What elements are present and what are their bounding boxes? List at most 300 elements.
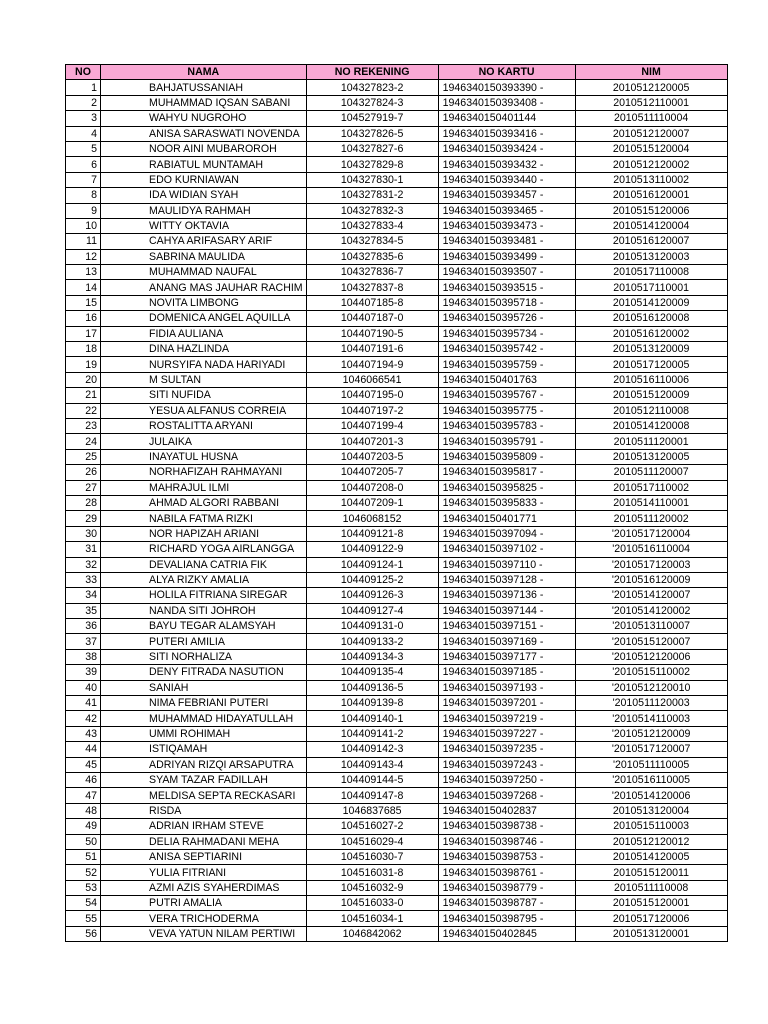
cell-nim: 2010515120004 <box>575 141 727 156</box>
cell-nim: 2010511110004 <box>575 111 727 126</box>
cell-no-kartu: 1946340150393424 - <box>438 141 575 156</box>
cell-no-rekening: 104327824-3 <box>306 95 438 110</box>
cell-no-rekening: 104327832-3 <box>306 203 438 218</box>
table-row <box>66 696 728 711</box>
cell-no-kartu: 1946340150397094 - <box>438 526 575 541</box>
cell-no-rekening: 104407187-0 <box>306 311 438 326</box>
cell-no: 36 <box>66 619 101 634</box>
cell-nim: '2010514120006 <box>575 788 727 803</box>
cell-no: 44 <box>66 742 101 757</box>
cell-no: 39 <box>66 665 101 680</box>
cell-no-rekening: 104327837-8 <box>306 280 438 295</box>
cell-nim: '2010511110005 <box>575 757 727 772</box>
cell-no-rekening: 104409122-9 <box>306 542 438 557</box>
cell-nama: MAHRAJUL ILMI <box>101 480 307 495</box>
cell-no-rekening: 104327836-7 <box>306 265 438 280</box>
table-row <box>66 926 728 941</box>
table-row <box>66 295 728 310</box>
cell-nama: MUHAMMAD IQSAN SABANI <box>101 95 307 110</box>
cell-nim: 2010513120005 <box>575 449 727 464</box>
cell-no-rekening: 1046068152 <box>306 511 438 526</box>
cell-no-kartu: 1946340150401771 <box>438 511 575 526</box>
cell-nama: SITI NUFIDA <box>101 388 307 403</box>
cell-nama: RICHARD YOGA AIRLANGGA <box>101 542 307 557</box>
cell-nama: SYAM TAZAR FADILLAH <box>101 772 307 787</box>
table-row <box>66 234 728 249</box>
cell-no: 55 <box>66 911 101 926</box>
table-row <box>66 172 728 187</box>
cell-no-kartu: 1946340150397128 - <box>438 572 575 587</box>
cell-nama: ISTIQAMAH <box>101 742 307 757</box>
table-row <box>66 819 728 834</box>
cell-no-rekening: 104409142-3 <box>306 742 438 757</box>
cell-nama: WITTY OKTAVIA <box>101 218 307 233</box>
cell-no-rekening: 104407185-8 <box>306 295 438 310</box>
table-row <box>66 434 728 449</box>
cell-no-rekening: 104516031-8 <box>306 865 438 880</box>
cell-no: 22 <box>66 403 101 418</box>
cell-no-kartu: 1946340150393515 - <box>438 280 575 295</box>
cell-no-kartu: 1946340150397250 - <box>438 772 575 787</box>
cell-nama: NOR HAPIZAH ARIANI <box>101 526 307 541</box>
cell-nim: 2010514110001 <box>575 495 727 510</box>
table-row <box>66 803 728 818</box>
cell-no: 11 <box>66 234 101 249</box>
cell-nim: '2010515120007 <box>575 634 727 649</box>
cell-no-rekening: 104409125-2 <box>306 572 438 587</box>
table-row <box>66 896 728 911</box>
cell-nama: HOLILA FITRIANA SIREGAR <box>101 588 307 603</box>
cell-no: 10 <box>66 218 101 233</box>
table-header-row <box>66 65 728 80</box>
cell-nim: 2010512120002 <box>575 157 727 172</box>
cell-no-kartu: 1946340150397219 - <box>438 711 575 726</box>
cell-no-kartu: 1946340150393390 - <box>438 80 575 95</box>
student-account-table <box>65 64 728 942</box>
cell-nama: WAHYU NUGROHO <box>101 111 307 126</box>
cell-no-kartu: 1946340150398779 - <box>438 880 575 895</box>
cell-no-rekening: 104409131-0 <box>306 619 438 634</box>
table-row <box>66 126 728 141</box>
cell-nama: SITI NORHALIZA <box>101 649 307 664</box>
table-row <box>66 757 728 772</box>
cell-no-kartu: 1946340150395825 - <box>438 480 575 495</box>
table-row <box>66 788 728 803</box>
cell-no: 24 <box>66 434 101 449</box>
cell-no: 13 <box>66 265 101 280</box>
cell-nim: '2010515110002 <box>575 665 727 680</box>
cell-no-rekening: 104407209-1 <box>306 495 438 510</box>
cell-nim: 2010517120006 <box>575 911 727 926</box>
cell-nama: NORHAFIZAH RAHMAYANI <box>101 465 307 480</box>
cell-no-rekening: 104407194-9 <box>306 357 438 372</box>
cell-no: 7 <box>66 172 101 187</box>
cell-nama: ALYA RIZKY AMALIA <box>101 572 307 587</box>
cell-no-kartu: 1946340150395759 - <box>438 357 575 372</box>
cell-no: 49 <box>66 819 101 834</box>
cell-no: 42 <box>66 711 101 726</box>
cell-no-rekening: 104327823-2 <box>306 80 438 95</box>
cell-no-kartu: 1946340150398746 - <box>438 834 575 849</box>
cell-no-kartu: 1946340150398761 - <box>438 865 575 880</box>
cell-no: 51 <box>66 849 101 864</box>
cell-nama: RISDA <box>101 803 307 818</box>
cell-no-kartu: 1946340150395775 - <box>438 403 575 418</box>
cell-nama: MUHAMMAD HIDAYATULLAH <box>101 711 307 726</box>
cell-nama: M SULTAN <box>101 372 307 387</box>
cell-no-rekening: 104407201-3 <box>306 434 438 449</box>
table-row <box>66 865 728 880</box>
cell-nim: '2010516110005 <box>575 772 727 787</box>
cell-no-rekening: 104409141-2 <box>306 726 438 741</box>
table-row <box>66 634 728 649</box>
cell-no-kartu: 1946340150397185 - <box>438 665 575 680</box>
cell-nama: ANISA SARASWATI NOVENDA <box>101 126 307 141</box>
table-row <box>66 465 728 480</box>
cell-nama: MELDISA SEPTA RECKASARI <box>101 788 307 803</box>
cell-no: 35 <box>66 603 101 618</box>
table-row <box>66 542 728 557</box>
table-row <box>66 680 728 695</box>
cell-nim: 2010513110002 <box>575 172 727 187</box>
cell-no-rekening: 104407205-7 <box>306 465 438 480</box>
table-row <box>66 403 728 418</box>
cell-no: 15 <box>66 295 101 310</box>
cell-nama: SABRINA MAULIDA <box>101 249 307 264</box>
cell-no-kartu: 1946340150397110 - <box>438 557 575 572</box>
header-nim: NIM <box>575 65 727 80</box>
cell-no-rekening: 104409121-8 <box>306 526 438 541</box>
header-no: NO <box>66 65 101 80</box>
cell-nama: MAULIDYA RAHMAH <box>101 203 307 218</box>
cell-no: 5 <box>66 141 101 156</box>
cell-no: 9 <box>66 203 101 218</box>
cell-nim: 2010511120007 <box>575 465 727 480</box>
cell-no-rekening: 104409135-4 <box>306 665 438 680</box>
cell-nim: 2010515120009 <box>575 388 727 403</box>
cell-no-kartu: 1946340150395783 - <box>438 418 575 433</box>
cell-nim: 2010512110008 <box>575 403 727 418</box>
table-row <box>66 449 728 464</box>
cell-nim: 2010516110006 <box>575 372 727 387</box>
table-row <box>66 511 728 526</box>
cell-no-rekening: 104407203-5 <box>306 449 438 464</box>
cell-nama: VEVA YATUN NILAM PERTIWI <box>101 926 307 941</box>
cell-no-kartu: 1946340150393408 - <box>438 95 575 110</box>
table-row <box>66 80 728 95</box>
table-row <box>66 480 728 495</box>
cell-no-kartu: 1946340150395791 - <box>438 434 575 449</box>
cell-nama: NURSYIFA NADA HARIYADI <box>101 357 307 372</box>
cell-no-rekening: 104516027-2 <box>306 819 438 834</box>
cell-no-rekening: 104516034-1 <box>306 911 438 926</box>
cell-nim: 2010511120002 <box>575 511 727 526</box>
cell-no: 16 <box>66 311 101 326</box>
cell-nim: 2010517110002 <box>575 480 727 495</box>
cell-no: 53 <box>66 880 101 895</box>
cell-no-kartu: 1946340150395718 - <box>438 295 575 310</box>
cell-no-rekening: 104407190-5 <box>306 326 438 341</box>
cell-no-kartu: 1946340150397169 - <box>438 634 575 649</box>
table-row <box>66 557 728 572</box>
cell-no: 1 <box>66 80 101 95</box>
table-row <box>66 880 728 895</box>
cell-nim: '2010516120009 <box>575 572 727 587</box>
cell-nama: ANISA SEPTIARINI <box>101 849 307 864</box>
cell-no: 17 <box>66 326 101 341</box>
cell-no-kartu: 1946340150393457 - <box>438 188 575 203</box>
cell-no-rekening: 1046842062 <box>306 926 438 941</box>
cell-no: 25 <box>66 449 101 464</box>
cell-no-rekening: 104409134-3 <box>306 649 438 664</box>
cell-no-kartu: 1946340150395742 - <box>438 342 575 357</box>
cell-no: 3 <box>66 111 101 126</box>
cell-nama: IDA WIDIAN SYAH <box>101 188 307 203</box>
cell-nama: DENY FITRADA NASUTION <box>101 665 307 680</box>
cell-nama: YULIA FITRIANI <box>101 865 307 880</box>
cell-no: 28 <box>66 495 101 510</box>
cell-nim: '2010511120003 <box>575 696 727 711</box>
cell-no: 31 <box>66 542 101 557</box>
cell-nama: ROSTALITTA ARYANI <box>101 418 307 433</box>
cell-no-kartu: 1946340150402845 <box>438 926 575 941</box>
cell-no: 43 <box>66 726 101 741</box>
cell-no-rekening: 104327835-6 <box>306 249 438 264</box>
cell-no-rekening: 104516033-0 <box>306 896 438 911</box>
cell-no-kartu: 1946340150397102 - <box>438 542 575 557</box>
cell-no: 56 <box>66 926 101 941</box>
cell-no-rekening: 104516029-4 <box>306 834 438 849</box>
table-row <box>66 280 728 295</box>
table-row <box>66 203 728 218</box>
cell-nim: 2010511120001 <box>575 434 727 449</box>
cell-nama: ADRIYAN RIZQI ARSAPUTRA <box>101 757 307 772</box>
cell-no: 21 <box>66 388 101 403</box>
cell-nama: ANANG MAS JAUHAR RACHIM <box>101 280 307 295</box>
cell-no-rekening: 104327827-6 <box>306 141 438 156</box>
header-nama: NAMA <box>101 65 307 80</box>
cell-no: 47 <box>66 788 101 803</box>
cell-no-kartu: 1946340150395767 - <box>438 388 575 403</box>
cell-no: 30 <box>66 526 101 541</box>
cell-no: 34 <box>66 588 101 603</box>
cell-no-rekening: 104409147-8 <box>306 788 438 803</box>
cell-nim: '2010512120010 <box>575 680 727 695</box>
cell-no-kartu: 1946340150401763 <box>438 372 575 387</box>
table-row <box>66 495 728 510</box>
cell-no-kartu: 1946340150397177 - <box>438 649 575 664</box>
table-row <box>66 388 728 403</box>
cell-nama: FIDIA AULIANA <box>101 326 307 341</box>
cell-nama: AZMI AZIS SYAHERDIMAS <box>101 880 307 895</box>
cell-no: 32 <box>66 557 101 572</box>
header-no-rekening: NO REKENING <box>306 65 438 80</box>
cell-no-kartu: 1946340150395809 - <box>438 449 575 464</box>
cell-no: 48 <box>66 803 101 818</box>
table-row <box>66 249 728 264</box>
table-row <box>66 418 728 433</box>
cell-no-rekening: 104409143-4 <box>306 757 438 772</box>
cell-no-rekening: 104409140-1 <box>306 711 438 726</box>
cell-no: 2 <box>66 95 101 110</box>
table-row <box>66 911 728 926</box>
cell-no-kartu: 1946340150393507 - <box>438 265 575 280</box>
cell-nim: 2010515110003 <box>575 819 727 834</box>
cell-no: 46 <box>66 772 101 787</box>
cell-no-kartu: 1946340150395726 - <box>438 311 575 326</box>
cell-nama: NABILA FATMA RIZKI <box>101 511 307 526</box>
table-row <box>66 372 728 387</box>
cell-no-rekening: 104516032-9 <box>306 880 438 895</box>
cell-nama: NOOR AINI MUBAROROH <box>101 141 307 156</box>
cell-no: 23 <box>66 418 101 433</box>
cell-no-kartu: 1946340150397201 - <box>438 696 575 711</box>
cell-no-kartu: 1946340150401144 <box>438 111 575 126</box>
cell-nama: NOVITA LIMBONG <box>101 295 307 310</box>
cell-no: 12 <box>66 249 101 264</box>
table-row <box>66 188 728 203</box>
table-row <box>66 603 728 618</box>
cell-nim: 2010516120001 <box>575 188 727 203</box>
cell-no-rekening: 104409124-1 <box>306 557 438 572</box>
cell-no-kartu: 1946340150395817 - <box>438 465 575 480</box>
cell-no-kartu: 1946340150397151 - <box>438 619 575 634</box>
cell-nim: '2010514120002 <box>575 603 727 618</box>
table-row <box>66 95 728 110</box>
table-row <box>66 834 728 849</box>
cell-no-rekening: 104409144-5 <box>306 772 438 787</box>
cell-nama: BAYU TEGAR ALAMSYAH <box>101 619 307 634</box>
cell-no-kartu: 1946340150397144 - <box>438 603 575 618</box>
cell-nim: 2010513120003 <box>575 249 727 264</box>
cell-no: 41 <box>66 696 101 711</box>
cell-nama: AHMAD ALGORI RABBANI <box>101 495 307 510</box>
cell-no-rekening: 104409133-2 <box>306 634 438 649</box>
cell-nim: 2010514120005 <box>575 849 727 864</box>
cell-no-rekening: 104327831-2 <box>306 188 438 203</box>
cell-nama: PUTRI AMALIA <box>101 896 307 911</box>
cell-nim: 2010514120008 <box>575 418 727 433</box>
cell-nama: NIMA FEBRIANI PUTERI <box>101 696 307 711</box>
cell-nim: '2010512120006 <box>575 649 727 664</box>
cell-no-kartu: 1946340150393416 - <box>438 126 575 141</box>
cell-no: 45 <box>66 757 101 772</box>
table-row <box>66 772 728 787</box>
cell-nim: '2010514120007 <box>575 588 727 603</box>
cell-no-kartu: 1946340150397243 - <box>438 757 575 772</box>
cell-nim: '2010512120009 <box>575 726 727 741</box>
cell-nim: 2010512120007 <box>575 126 727 141</box>
cell-nim: 2010517110008 <box>575 265 727 280</box>
cell-no: 52 <box>66 865 101 880</box>
cell-no-rekening: 104327830-1 <box>306 172 438 187</box>
cell-no-rekening: 104327829-8 <box>306 157 438 172</box>
cell-no: 50 <box>66 834 101 849</box>
cell-no-kartu: 1946340150393432 - <box>438 157 575 172</box>
cell-no-kartu: 1946340150393440 - <box>438 172 575 187</box>
cell-nama: YESUA ALFANUS CORREIA <box>101 403 307 418</box>
cell-nim: 2010512120005 <box>575 80 727 95</box>
cell-nim: 2010512110001 <box>575 95 727 110</box>
cell-nama: MUHAMMAD NAUFAL <box>101 265 307 280</box>
cell-no-kartu: 1946340150397193 - <box>438 680 575 695</box>
table-row <box>66 357 728 372</box>
cell-no-rekening: 1046837685 <box>306 803 438 818</box>
cell-nim: 2010514120009 <box>575 295 727 310</box>
cell-no: 27 <box>66 480 101 495</box>
cell-nim: 2010515120011 <box>575 865 727 880</box>
cell-nim: 2010514120004 <box>575 218 727 233</box>
cell-nim: 2010517110001 <box>575 280 727 295</box>
cell-no-rekening: 104407197-2 <box>306 403 438 418</box>
cell-no-rekening: 104409127-4 <box>306 603 438 618</box>
cell-nama: CAHYA ARIFASARY ARIF <box>101 234 307 249</box>
cell-no-kartu: 1946340150397136 - <box>438 588 575 603</box>
table-row <box>66 141 728 156</box>
table-row <box>66 619 728 634</box>
cell-no-kartu: 1946340150395833 - <box>438 495 575 510</box>
cell-nama: BAHJATUSSANIAH <box>101 80 307 95</box>
cell-no: 8 <box>66 188 101 203</box>
cell-no: 33 <box>66 572 101 587</box>
cell-nama: DELIA RAHMADANI MEHA <box>101 834 307 849</box>
cell-no-kartu: 1946340150398787 - <box>438 896 575 911</box>
cell-nama: NANDA SITI JOHROH <box>101 603 307 618</box>
cell-nim: '2010513110007 <box>575 619 727 634</box>
cell-no: 37 <box>66 634 101 649</box>
cell-nama: ADRIAN IRHAM STEVE <box>101 819 307 834</box>
table-row <box>66 526 728 541</box>
cell-no-rekening: 104327833-4 <box>306 218 438 233</box>
cell-nim: 2010516120007 <box>575 234 727 249</box>
cell-no-rekening: 104409139-8 <box>306 696 438 711</box>
cell-nama: JULAIKA <box>101 434 307 449</box>
table-row <box>66 849 728 864</box>
cell-no-rekening: 104407199-4 <box>306 418 438 433</box>
table-row <box>66 265 728 280</box>
cell-nim: 2010513120009 <box>575 342 727 357</box>
cell-nim: 2010513120001 <box>575 926 727 941</box>
table-row <box>66 726 728 741</box>
cell-nim: 2010511110008 <box>575 880 727 895</box>
cell-nama: SANIAH <box>101 680 307 695</box>
cell-no-rekening: 104327834-5 <box>306 234 438 249</box>
table-row <box>66 326 728 341</box>
table-row <box>66 588 728 603</box>
table-row <box>66 649 728 664</box>
cell-nim: 2010515120001 <box>575 896 727 911</box>
cell-no: 4 <box>66 126 101 141</box>
cell-no-rekening: 104407191-6 <box>306 342 438 357</box>
table-row <box>66 665 728 680</box>
cell-no: 6 <box>66 157 101 172</box>
cell-no-rekening: 104409136-5 <box>306 680 438 695</box>
table-row <box>66 111 728 126</box>
cell-no-kartu: 1946340150395734 - <box>438 326 575 341</box>
cell-no: 14 <box>66 280 101 295</box>
cell-no-rekening: 104527919-7 <box>306 111 438 126</box>
cell-nim: '2010514110003 <box>575 711 727 726</box>
cell-no-kartu: 1946340150398795 - <box>438 911 575 926</box>
cell-no-rekening: 104407195-0 <box>306 388 438 403</box>
cell-nama: DINA HAZLINDA <box>101 342 307 357</box>
cell-no: 26 <box>66 465 101 480</box>
cell-no-kartu: 1946340150397268 - <box>438 788 575 803</box>
cell-no-kartu: 1946340150397235 - <box>438 742 575 757</box>
cell-no-kartu: 1946340150393499 - <box>438 249 575 264</box>
cell-nim: 2010516120002 <box>575 326 727 341</box>
cell-nim: '2010517120003 <box>575 557 727 572</box>
